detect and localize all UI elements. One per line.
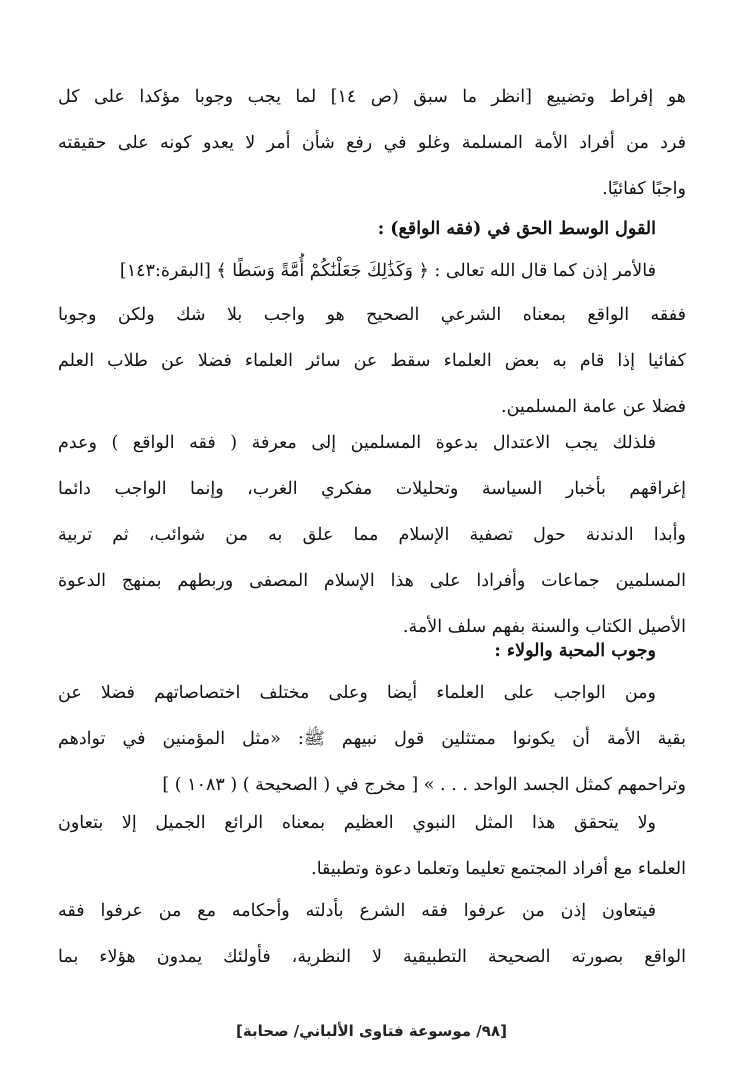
section-heading: القول الوسط الحق في (فقه الواقع) : — [377, 219, 656, 239]
text-line: ومن الواجب على العلماء أيضا وعلى مختلف اختصاصاتهم فضلا عن — [58, 683, 656, 703]
text-line: ففقه الواقع بمعناه الشرعي الصحيح هو واجب بلا شك ولكن وجوبا — [58, 305, 686, 325]
text-line: فيتعاون إذن من عرفوا فقه الشرع بأدلته وأحكامه مع من عرفوا فقه — [58, 901, 656, 921]
text-line: وأبدا الدندنة حول تصفية الإسلام مما علق به من شوائب، ثم تربية — [58, 525, 686, 545]
page-footer: [٩٨/ موسوعة فتاوى الألباني/ صحابة] — [236, 1022, 507, 1040]
paragraph-fiqh-waqi — [58, 292, 686, 430]
paragraph-mutual-help — [58, 888, 686, 980]
text-line: الأصيل الكتاب والسنة بفهم سلف الأمة. — [402, 617, 686, 637]
paragraph-intro — [58, 74, 686, 212]
paragraph-scholars-duty — [58, 670, 686, 808]
text-line: فلذلك يجب الاعتدال بدعوة المسلمين إلى معرفة ( فقه الواقع ) وعدم — [58, 433, 656, 453]
text-line: كفائيا إذا قام به بعض العلماء سقط عن سائر العلماء فضلا عن طلاب العلم — [58, 351, 686, 371]
text-line: ولا يتحقق هذا المثل النبوي العظيم بمعناه الرائع الجميل إلا بتعاون — [58, 813, 656, 833]
text-line: إغراقهم بأخبار السياسة وتحليلات مفكري الغرب، وإنما الواجب دائما — [58, 479, 686, 499]
heading-love-loyalty — [58, 628, 686, 674]
section-heading: وجوب المحبة والولاء : — [494, 641, 656, 661]
text-line: هو إفراط وتضييع [انظر ما سبق (ص ١٤] لما يجب وجوبا مؤكدا على كل — [58, 87, 686, 107]
text-line: وتراحمهم كمثل الجسد الواحد . . . » [ مخرج في ( الصحيحة ) ( ١٠٨٣ ) ] — [162, 775, 686, 795]
text-line: العلماء مع أفراد المجتمع تعليما وتعلما دعوة وتطبيقا. — [311, 859, 686, 879]
text-line: فضلا عن عامة المسلمين. — [501, 397, 686, 417]
text-line: المسلمين جماعات وأفرادا على هذا الإسلام المصفى وربطهم بمنهج الدعوة — [58, 571, 686, 591]
paragraph-moderation — [58, 420, 686, 650]
paragraph-cooperation — [58, 800, 686, 892]
text-line: بقية الأمة أن يكونوا ممتثلين قول نبيهم ﷺ: «مثل المؤمنين في توادهم — [58, 729, 686, 749]
text-line: فالأمر إذن كما قال الله تعالى : ﴿ وَكَذَٰلِكَ جَعَلْنَٰكُمْ أُمَّةً وَسَطًا ﴾ [البقرة:١٤٣] — [119, 261, 656, 281]
text-line: فرد من أفراد الأمة المسلمة وغلو في رفع شأن أمر لا يعدو كونه على حقيقته — [58, 133, 686, 153]
text-line: واجبًا كفائيًا. — [602, 179, 686, 199]
paragraph-quran-verse — [58, 248, 686, 294]
heading-middle-position — [58, 206, 686, 252]
text-line: الواقع بصورته الصحيحة التطبيقية لا النظرية، فأولئك يمدون هؤلاء بما — [58, 947, 686, 967]
